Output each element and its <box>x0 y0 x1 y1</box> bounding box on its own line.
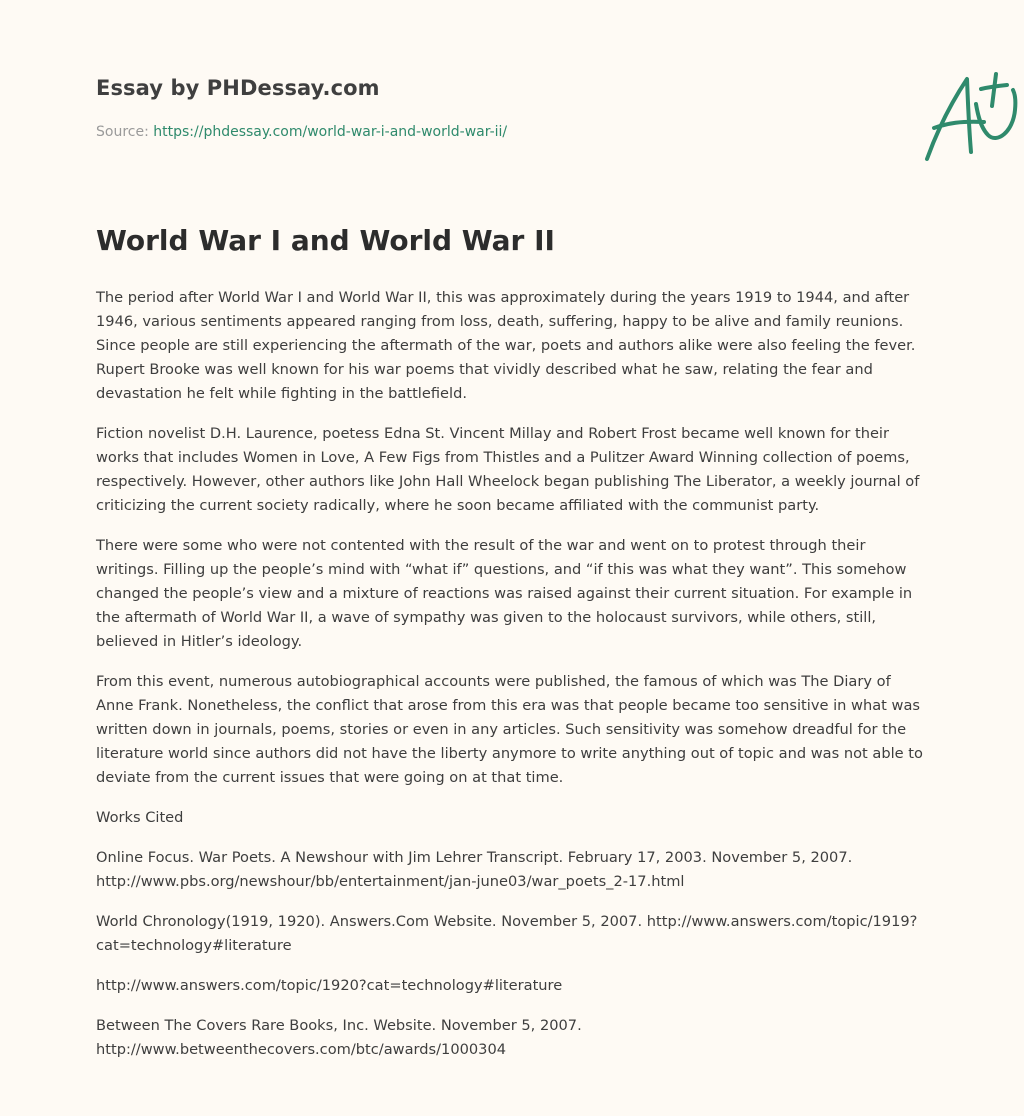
brand-title: Essay by PHDessay.com <box>96 76 380 100</box>
citation: Online Focus. War Poets. A Newshour with Jim Lehrer Transcript. February 17, 2003. November 5, 2007. http://www.pbs.org/newshour/bb/entertainment/jan-june03/war_poets_2-17.html <box>96 849 853 890</box>
source-label: Source: <box>96 124 149 140</box>
source-link[interactable]: https://phdessay.com/world-war-i-and-world-war-ii/ <box>153 124 508 140</box>
a-plus-logo-icon <box>918 66 1024 166</box>
essay-paragraph: There were some who were not contented with the result of the war and went on to protest through their writings. Filling up the people’s mind with “what if” questions, and “if this was what they want”. This somehow changed the people’s view and a mixture of reactions was raised against their current situation. For example in the aftermath of World War II, a wave of sympathy was given to the holocaust survivors, while others, still, believed in Hitler’s ideology. <box>96 537 913 650</box>
essay-paragraph: Fiction novelist D.H. Laurence, poetess Edna St. Vincent Millay and Robert Frost became well known for their works that includes Women in Love, A Few Figs from Thistles and a Pulitzer Award Winning collection of poems, respectively. However, other authors like John Hall Wheelock began publishing The Liberator, a weekly journal of criticizing the current society radically, where he soon became affiliated with the communist party. <box>96 425 920 514</box>
citation: http://www.answers.com/topic/1920?cat=technology#literature <box>96 977 563 994</box>
citation: World Chronology(1919, 1920). Answers.Com Website. November 5, 2007. http://www.answers.com/topic/1919?cat=technology#literature <box>96 913 918 954</box>
essay-paragraph: The period after World War I and World War II, this was approximately during the years 1919 to 1944, and after 1946, various sentiments appeared ranging from loss, death, suffering, happy to be alive and family reunions. Since people are still experiencing the aftermath of the war, poets and authors alike were also feeling the fever. Rupert Brooke was well known for his war poems that vividly described what he saw, relating the fear and devastation he felt while fighting in the battlefield. <box>96 289 916 402</box>
works-cited-heading: Works Cited <box>96 809 184 826</box>
essay-title: World War I and World War II <box>96 224 555 257</box>
essay-paragraph: From this event, numerous autobiographical accounts were published, the famous of which was The Diary of Anne Frank. Nonetheless, the conflict that arose from this era was that people became too sensitive in what was written down in journals, poems, stories or even in any articles. Such sensitivity was somehow dreadful for the literature world since authors did not have the liberty anymore to write anything out of topic and was not able to deviate from the current issues that were going on at that time. <box>96 673 923 786</box>
source-line <box>96 124 507 140</box>
citation: Between The Covers Rare Books, Inc. Website. November 5, 2007. http://www.betweenthecovers.com/btc/awards/1000304 <box>96 1017 582 1058</box>
essay-body <box>96 286 928 1078</box>
